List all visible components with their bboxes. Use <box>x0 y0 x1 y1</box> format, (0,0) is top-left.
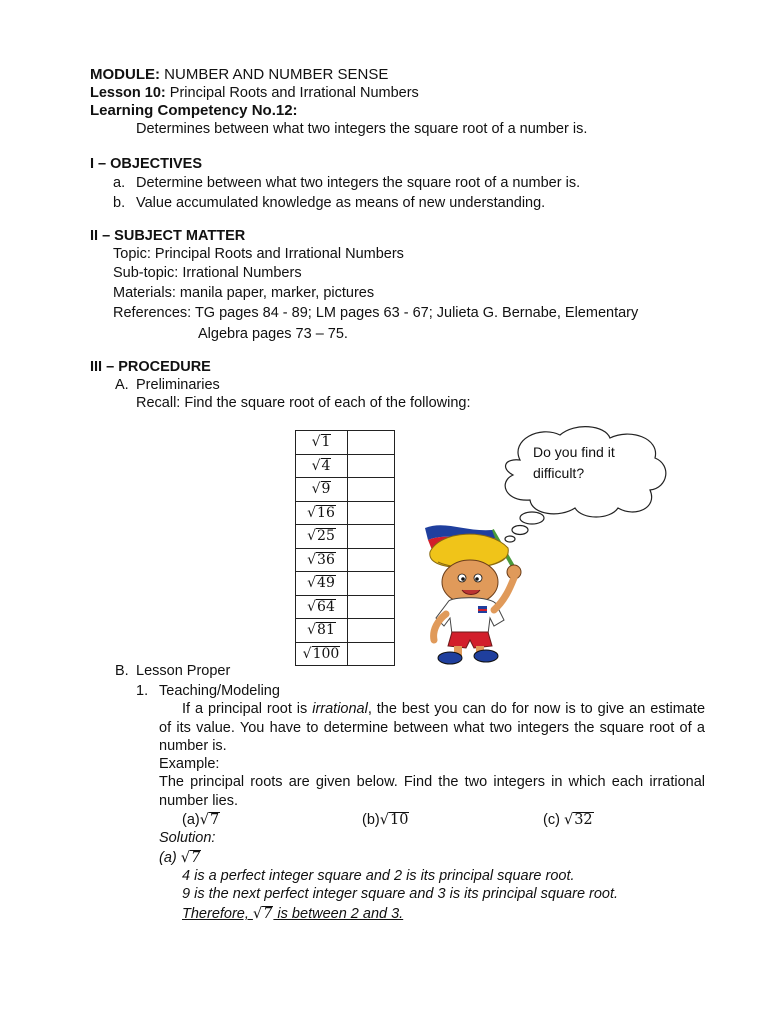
sqrt-expression: √10 <box>379 812 409 828</box>
preliminaries-label: Preliminaries <box>136 377 220 393</box>
sqrt-expression: √4 <box>311 457 331 474</box>
root-table-row <box>296 619 395 643</box>
example-c <box>543 811 594 829</box>
sqrt-expression: √32 <box>563 812 593 828</box>
subject-matter-heading: II – SUBJECT MATTER <box>90 228 246 244</box>
references-line-continued: Algebra pages 73 – 75. <box>198 326 348 342</box>
objective-item <box>113 194 125 212</box>
root-table-row <box>296 454 395 478</box>
sqrt-expression: √64 <box>307 598 335 615</box>
sqrt-expression: √16 <box>307 504 335 521</box>
lesson-proper-marker: B. <box>115 663 129 679</box>
solution-label: Solution: <box>159 830 216 846</box>
root-cell <box>296 642 348 666</box>
answer-cell[interactable] <box>348 525 395 549</box>
solution-a-label: (a) <box>159 850 181 866</box>
example-label: Example: <box>159 756 220 772</box>
sqrt-expression: √100 <box>302 645 340 662</box>
paragraph-start: If a principal root is <box>182 701 308 717</box>
root-cell <box>296 548 348 572</box>
answer-cell[interactable] <box>348 595 395 619</box>
mascot-figure <box>425 525 521 664</box>
objectives-heading: I – OBJECTIVES <box>90 156 203 172</box>
sqrt-expression: √7 <box>252 906 273 922</box>
competency-label: Learning Competency No.12: <box>90 102 298 119</box>
radicand: 81 <box>317 622 335 639</box>
teaching-label: Teaching/Modeling <box>159 683 280 699</box>
sqrt-expression: √25 <box>307 528 335 545</box>
subtopic-line: Sub-topic: Irrational Numbers <box>113 265 302 281</box>
lesson-label: Lesson 10: <box>90 85 166 101</box>
answer-cell[interactable] <box>348 548 395 572</box>
therefore-end: is between 2 and 3. <box>273 906 404 922</box>
radicand: 100 <box>312 645 340 662</box>
root-table-row <box>296 642 395 666</box>
paragraph-rest: , the best you can do for now is to give an estimate of its value. You have to determine between what two integers the square root of a number is. <box>159 701 706 754</box>
therefore-start: Therefore, <box>182 906 253 922</box>
example-a-label: (a) <box>182 812 200 828</box>
objective-marker: b. <box>113 195 126 211</box>
radicand: 1 <box>321 434 331 451</box>
answer-cell[interactable] <box>348 572 395 596</box>
radicand: 36 <box>317 551 335 568</box>
root-cell <box>296 619 348 643</box>
radicand: 49 <box>317 575 335 592</box>
root-cell <box>296 595 348 619</box>
lesson-proper-label: Lesson Proper <box>136 663 231 679</box>
lesson-line <box>90 84 419 102</box>
root-table-row <box>296 431 395 455</box>
sqrt-expression: √36 <box>307 551 335 568</box>
module-value: NUMBER AND NUMBER SENSE <box>164 66 389 83</box>
solution-conclusion <box>182 905 403 923</box>
sqrt-expression: √49 <box>307 575 335 592</box>
example-b-label: (b) <box>362 812 380 828</box>
procedure-heading: III – PROCEDURE <box>90 359 211 375</box>
solution-line-2: 9 is the next perfect integer square and 3 is its principal square root. <box>182 886 619 902</box>
thought-bubble-line1: Do you find it <box>533 444 615 460</box>
radicand: 7 <box>263 906 273 922</box>
sqrt-expression: √1 <box>311 434 331 451</box>
answer-cell[interactable] <box>348 454 395 478</box>
root-cell <box>296 501 348 525</box>
teaching-paragraph <box>159 700 705 756</box>
radicand: 9 <box>321 481 331 498</box>
radicand: 25 <box>317 528 335 545</box>
root-cell <box>296 478 348 502</box>
sqrt-expression: √7 <box>180 850 201 866</box>
root-table-row <box>296 525 395 549</box>
answer-cell[interactable] <box>348 501 395 525</box>
objective-text: Value accumulated knowledge as means of new understanding. <box>136 195 546 211</box>
solution-line-1: 4 is a perfect integer square and 2 is its principal square root. <box>182 868 575 884</box>
preliminaries-marker: A. <box>115 377 129 393</box>
root-cell <box>296 454 348 478</box>
root-table-row <box>296 478 395 502</box>
radicand: 32 <box>574 812 593 828</box>
paragraph-italic: irrational <box>312 701 368 717</box>
radicand: 7 <box>191 850 201 866</box>
answer-cell[interactable] <box>348 642 395 666</box>
solution-a <box>159 849 201 867</box>
root-table-row <box>296 572 395 596</box>
radicand: 4 <box>321 457 331 474</box>
answer-cell[interactable] <box>348 478 395 502</box>
root-cell <box>296 525 348 549</box>
sqrt-expression: √7 <box>199 812 220 828</box>
teaching-marker: 1. <box>136 683 149 699</box>
root-table-row <box>296 501 395 525</box>
thought-bubble-line2: difficult? <box>533 465 585 481</box>
materials-line: Materials: manila paper, marker, pictures <box>113 285 375 301</box>
references-line: References: TG pages 84 - 89; LM pages 63 - 67; Julieta G. Bernabe, Elementary <box>113 305 639 321</box>
radicand: 10 <box>389 812 409 828</box>
lesson-value: Principal Roots and Irrational Numbers <box>169 85 419 101</box>
radicand: 64 <box>317 598 335 615</box>
example-a <box>182 811 220 829</box>
recall-text: Recall: Find the square root of each of the following: <box>136 395 471 411</box>
competency-text: Determines between what two integers the square root of a number is. <box>136 121 588 137</box>
module-line <box>90 66 388 84</box>
objective-marker: a. <box>113 175 126 191</box>
mascot-illustration <box>410 420 680 670</box>
root-cell <box>296 431 348 455</box>
objective-item <box>113 174 125 192</box>
module-label: MODULE: <box>90 66 160 83</box>
radicand: 16 <box>317 504 335 521</box>
example-b <box>362 811 409 829</box>
radicand: 7 <box>209 812 220 828</box>
answer-cell[interactable] <box>348 431 395 455</box>
objective-text: Determine between what two integers the square root of a number is. <box>136 175 581 191</box>
example-text: The principal roots are given below. Find the two integers in which each irrational number lies. <box>159 774 705 809</box>
topic-line: Topic: Principal Roots and Irrational Numbers <box>113 246 404 262</box>
sqrt-expression: √9 <box>311 481 331 498</box>
square-root-table <box>295 430 395 666</box>
answer-cell[interactable] <box>348 619 395 643</box>
root-table-row <box>296 548 395 572</box>
root-cell <box>296 572 348 596</box>
root-table-row <box>296 595 395 619</box>
sqrt-expression: √81 <box>307 622 335 639</box>
example-c-label: (c) <box>543 812 564 828</box>
